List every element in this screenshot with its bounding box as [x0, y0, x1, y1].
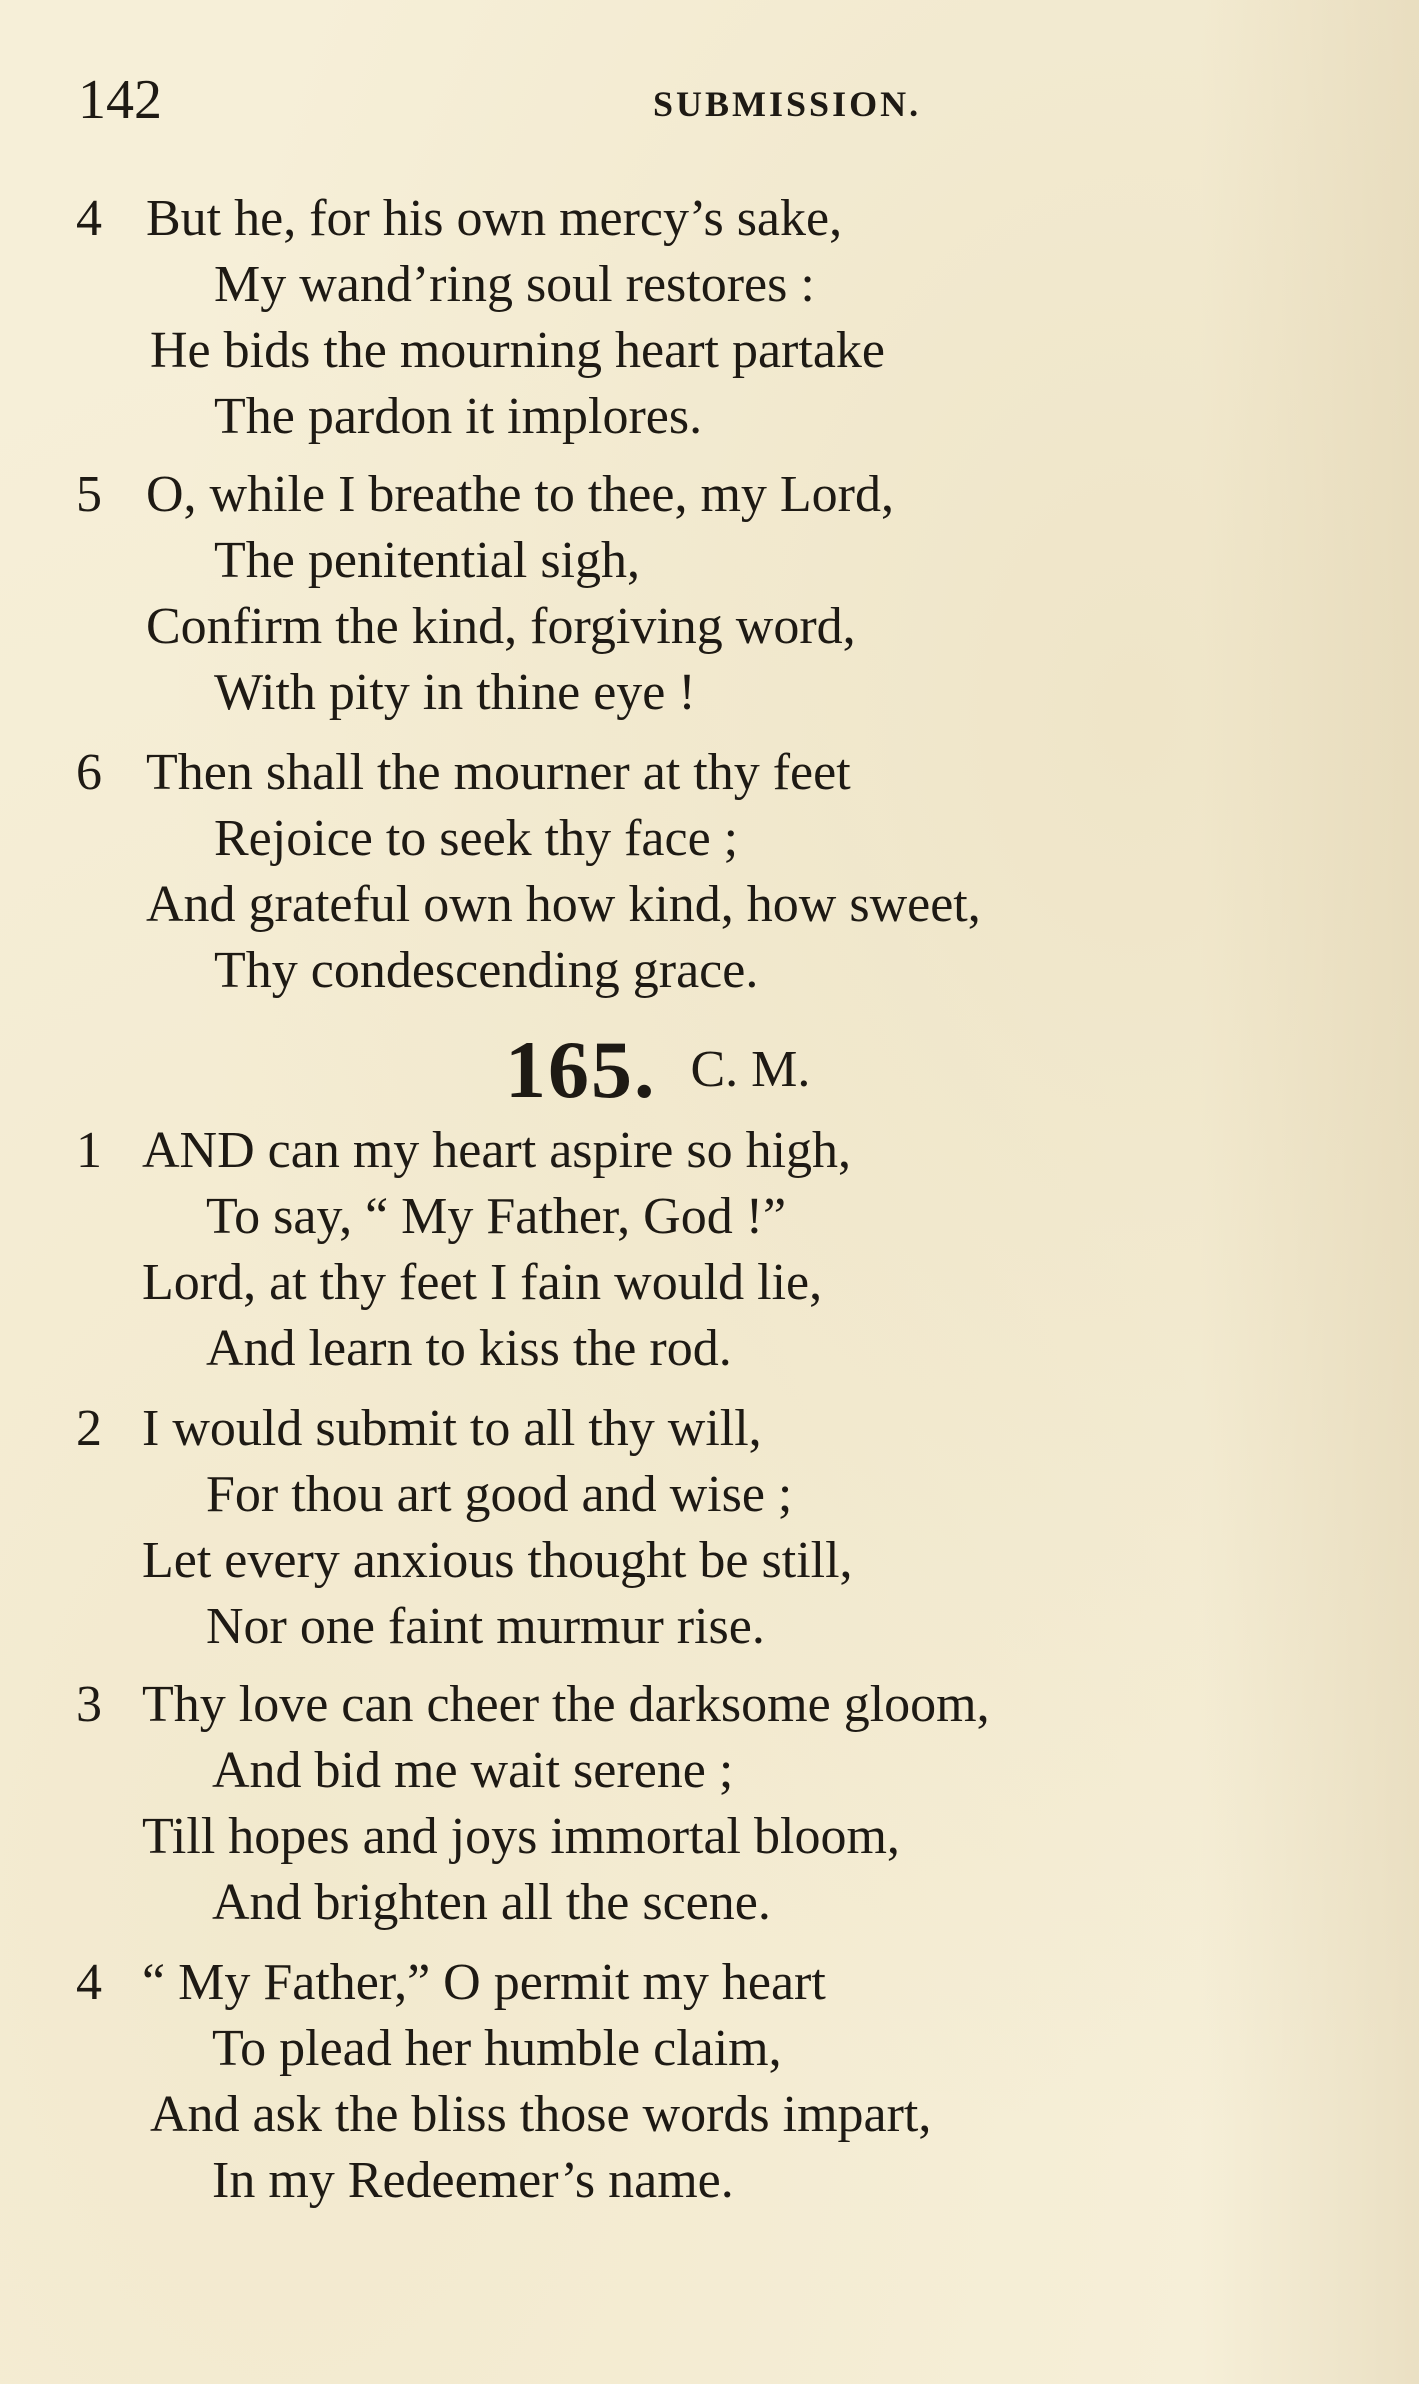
- page-number: 142: [78, 69, 162, 131]
- verse-number: 2: [76, 1400, 102, 1457]
- verse-line: And learn to kiss the rod.: [206, 1320, 732, 1377]
- verse-line: Thy condescending grace.: [214, 942, 759, 999]
- verse-line: My wand’ring soul restores :: [214, 256, 815, 313]
- verse-line: Confirm the kind, forgiving word,: [146, 598, 856, 655]
- verse-line: He bids the mourning heart partake: [150, 322, 885, 379]
- verse-line: The pardon it implores.: [214, 388, 703, 445]
- verse-number: 3: [76, 1676, 102, 1733]
- verse-line: To plead her humble claim,: [212, 2020, 782, 2077]
- verse-line: Then shall the mourner at thy feet: [146, 744, 851, 801]
- verse-line: But he, for his own mercy’s sake,: [146, 190, 843, 247]
- verse-line: Nor one faint murmur rise.: [206, 1598, 765, 1655]
- page-edge-shadow: [1200, 0, 1419, 2384]
- verse-line: And grateful own how kind, how sweet,: [146, 876, 981, 933]
- verse-line: Till hopes and joys immortal bloom,: [142, 1808, 900, 1865]
- verse-line: In my Redeemer’s name.: [212, 2152, 734, 2209]
- hymn-meter: C. M.: [690, 1041, 811, 1098]
- verse-line: AND can my heart aspire so high,: [142, 1122, 852, 1179]
- verse-line: O, while I breathe to thee, my Lord,: [146, 466, 894, 523]
- verse-number: 4: [76, 190, 102, 247]
- verse-line: I would submit to all thy will,: [142, 1400, 762, 1457]
- hymn-heading: [505, 1025, 810, 1115]
- verse-line: And ask the bliss those words impart,: [150, 2086, 932, 2143]
- running-title: SUBMISSION.: [653, 84, 922, 124]
- verse-number: 6: [76, 744, 102, 801]
- page-header: [78, 70, 1218, 130]
- verse-line: Thy love can cheer the darksome gloom,: [142, 1676, 990, 1733]
- verse-number: 5: [76, 466, 102, 523]
- verse-number: 4: [76, 1954, 102, 2011]
- verse-line: Lord, at thy feet I fain would lie,: [142, 1254, 823, 1311]
- hymn-number: 165.: [505, 1024, 657, 1115]
- verse-line: And bid me wait serene ;: [212, 1742, 734, 1799]
- verse-line: With pity in thine eye !: [214, 664, 696, 721]
- verse-line: “ My Father,” O permit my heart: [142, 1954, 826, 2011]
- verse-line: The penitential sigh,: [214, 532, 641, 589]
- verse-line: Rejoice to seek thy face ;: [214, 810, 739, 867]
- verse-number: 1: [76, 1122, 102, 1179]
- verse-line: Let every anxious thought be still,: [142, 1532, 853, 1589]
- verse-line: To say, “ My Father, God !”: [206, 1188, 787, 1245]
- verse-line: For thou art good and wise ;: [206, 1466, 793, 1523]
- verse-line: And brighten all the scene.: [212, 1874, 771, 1931]
